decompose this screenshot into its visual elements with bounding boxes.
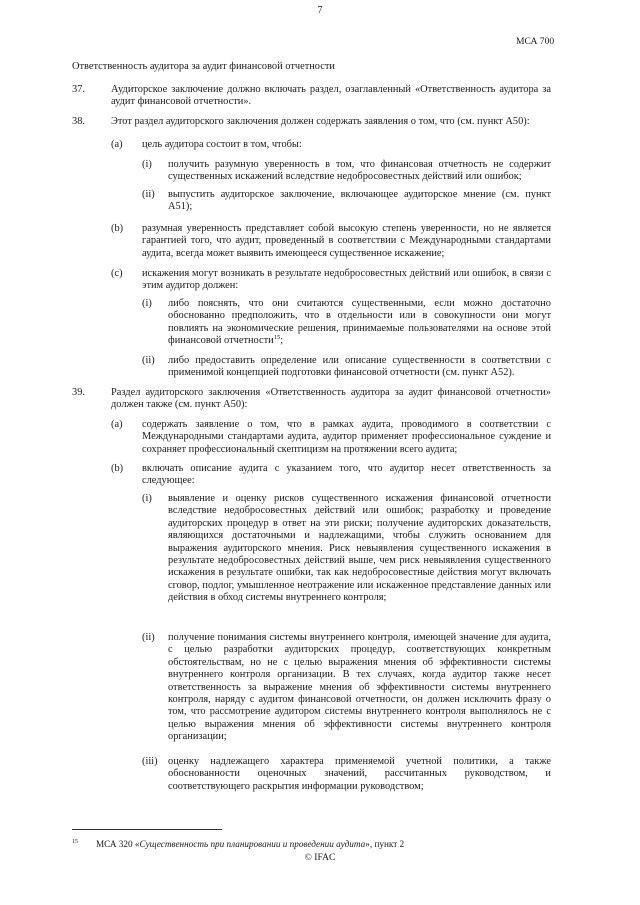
item-label-38c-i: (i): [142, 298, 152, 309]
item-38c-text: искажения могут возникать в результате недобросовестных действий или ошибок, в связи с этим аудитор должен:: [142, 268, 551, 292]
paragraph-39-text: Раздел аудиторского заключения «Ответственность аудитора за аудит финансовой отчетности» должен также (см. пункт A50):: [111, 387, 551, 411]
item-38c-i-text: [168, 298, 551, 348]
footnote-text: [96, 838, 404, 850]
footnote-mark: 15: [72, 839, 78, 845]
item-38b-text: разумная уверенность представляет собой высокую степень уверенности, но не является гарантией того, что аудит, проведенный в соответствии с Международными стандартами аудита, всегда может выявить имеющееся существенное искажение;: [142, 223, 551, 259]
paragraph-38-text: Этот раздел аудиторского заключения должен содержать заявления о том, что (см. пункт A50):: [111, 116, 530, 127]
item-39b-text: включать описание аудита с указанием того, что аудитор несет ответственность за следующее:: [142, 463, 551, 487]
page-footer: © IFAC: [304, 852, 336, 863]
item-label-38a: (a): [111, 139, 123, 150]
item-39b-i-text: выявление и оценку рисков существенного искажения финансовой отчетности вследствие недобросовестных действий или ошибок; разработку и проведение аудиторских процедур в ответ на эти риски; получение аудиторских доказательств, являющихся достаточными и надлежащими, чтобы служить основанием для выражения аудиторского мнения. Риск невыявления существенного искажения в результате недобросовестных действий выше, чем риск невыявления существенного искажения в результате ошибки, так как недобросовестные действия могут включать сговор, подлог, умышленное неотражение или искаженное представление данных или действия в обход системы внутреннего контроля;: [168, 493, 551, 604]
page-number: 7: [317, 5, 323, 16]
item-38a-ii-text: выпустить аудиторское заключение, включающее аудиторское мнение (см. пункт A51);: [168, 189, 551, 213]
paragraph-number-39: 39.: [72, 387, 85, 398]
item-39a-text: содержать заявление о том, что в рамках аудита, проводимого в соответствии с Международными стандартами аудита, аудитор применяет профессиональное суждение и сохраняет профессиональный скептицизм на протяжении всего аудита;: [142, 419, 551, 455]
item-label-38a-i: (i): [142, 159, 152, 170]
item-label-38c-ii: (ii): [142, 355, 155, 366]
item-label-39b-ii: (ii): [142, 632, 155, 643]
item-label-38b: (b): [111, 223, 124, 234]
footnote-prefix: МСА 320 «: [96, 839, 140, 849]
footnote-reference-15: 15: [273, 334, 281, 342]
footnote-separator: [72, 829, 222, 830]
item-38c-i-end: ;: [280, 335, 284, 347]
item-label-39b-iii: (iii): [142, 756, 158, 767]
item-39b-iii-text: оценку надлежащего характера применяемой учетной политики, а также обоснованности оценочных значений, рассчитанных руководством, и соответствующего раскрытия информации руководством;: [168, 756, 551, 792]
item-label-39b: (b): [111, 463, 124, 474]
item-38c-i-body: либо пояснять, что они считаются существенными, если можно достаточно обоснованно предположить, что в отдельности или в совокупности они могут повлиять на экономические решения, принимаемые пользователями на основе этой финансовой отчетности: [168, 298, 551, 347]
item-label-38c: (c): [111, 268, 123, 279]
section-heading: Ответственность аудитора за аудит финансовой отчетности: [72, 61, 335, 72]
item-38a-text: цель аудитора состоит в том, чтобы:: [142, 139, 302, 150]
footnote-suffix: », пункт 2: [365, 839, 405, 849]
paragraph-37-text: Аудиторское заключение должно включать раздел, озаглавленный «Ответственность аудитора за аудит финансовой отчетности».: [111, 84, 551, 108]
paragraph-number-38: 38.: [72, 116, 85, 127]
item-label-39a: (a): [111, 419, 123, 430]
paragraph-number-37: 37.: [72, 84, 85, 95]
item-38a-i-text: получить разумную уверенность в том, что финансовая отчетность не содержит существенных искажений вследствие недобросовестных действий или ошибок;: [168, 159, 551, 183]
item-label-39b-i: (i): [142, 493, 152, 504]
item-39b-ii-text: получение понимания системы внутреннего контроля, имеющей значение для аудита, с целью разработки аудиторских процедур, соответствующих конкретным обстоятельствам, но не с целью выражения мнения об эффективности системы внутреннего контроля организации. В тех случаях, когда аудитор также несет ответственность за выражение мнения об эффективности системы внутреннего контроля, наряду с аудитом финансовой отчетности, он должен исключить фразу о том, что рассмотрение аудитором системы внутреннего контроля выполнялось не с целью выражения мнения об эффективности системы внутреннего контроля организации;: [168, 632, 551, 743]
item-38c-ii-text: либо предоставить определение или описание существенности в соответствии с применимой концепцией подготовки финансовой отчетности (см. пункт A52).: [168, 355, 551, 379]
footnote-title: Существенность при планировании и проведении аудита: [139, 839, 366, 849]
item-label-38a-ii: (ii): [142, 189, 155, 200]
document-code: МСА 700: [516, 36, 555, 47]
